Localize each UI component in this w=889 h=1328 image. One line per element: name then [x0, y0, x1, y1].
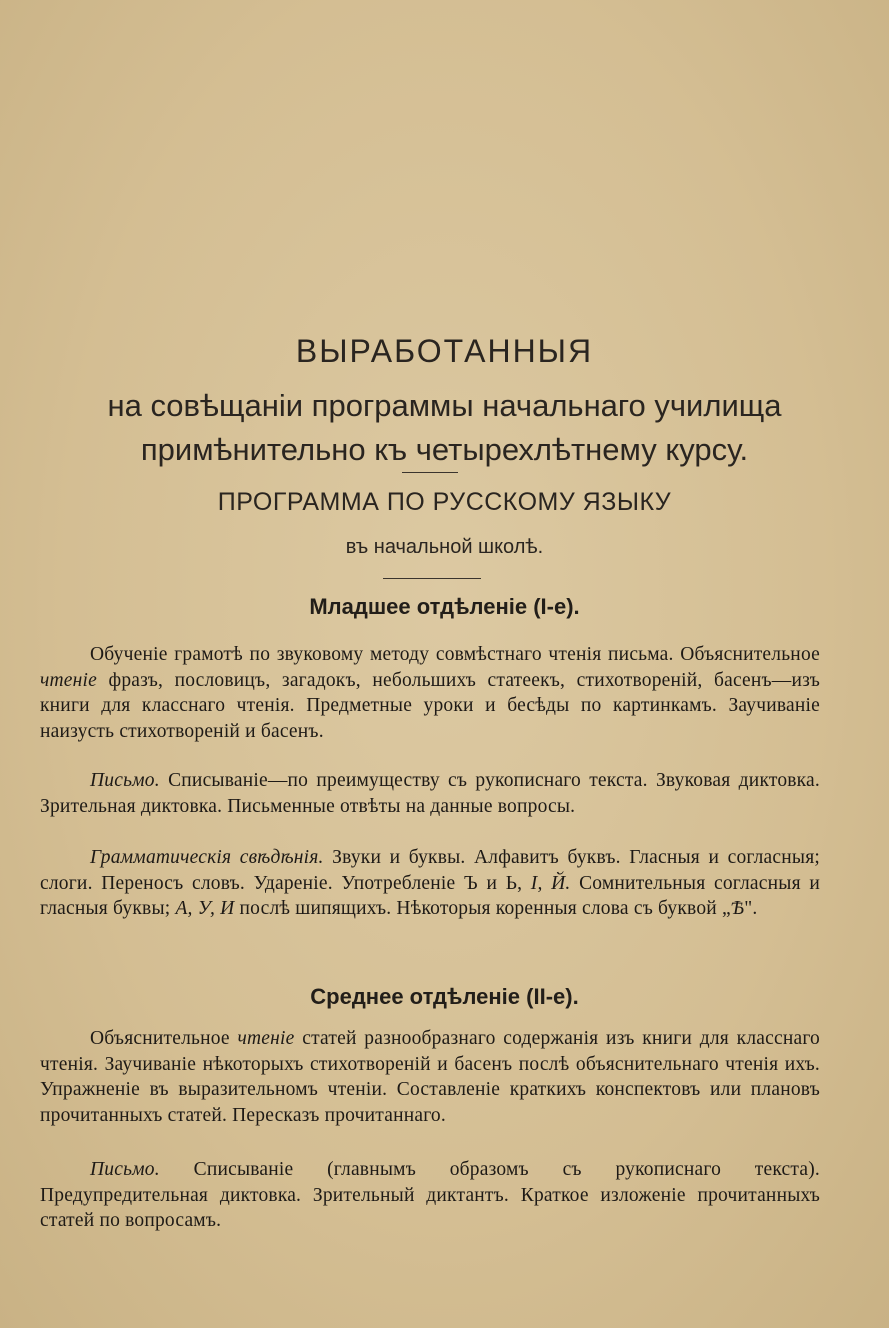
- text-run-italic: Письмо.: [90, 1159, 160, 1180]
- main-subtitle: на совѣщанiи программы начальнаго училища примѣнительно къ четырехлѣтнему курсу.: [107, 388, 782, 467]
- text-run-italic: Ѣ: [730, 898, 745, 920]
- text-run: ".: [744, 898, 758, 920]
- text-run: Объяснительное: [90, 1028, 238, 1049]
- text-run-italic: Грамматическiя свѣдѣнiя.: [90, 847, 324, 868]
- section-junior-paragraph-reading: [40, 642, 820, 744]
- text-run: Обученiе грамотѣ по звуковому методу совмѣстнаго чтенiя письма. Объяснительное: [90, 644, 820, 665]
- text-run: Списыванiе (главнымъ образомъ съ рукописнаго текста). Предупредительная диктовка. Зрительный диктантъ. Краткое изложенiе прочитанныхъ статей по вопросамъ.: [40, 1159, 820, 1232]
- text-run: статей разнообразнаго содержанiя изъ книги для класснаго чтенiя. Заучиванiе нѣкоторыхъ стихотворенiй и басенъ послѣ объяснительнаго чтенiя ихъ. Упражненiе въ выразительномъ чтенiи. Составленiе краткихъ конспектовъ или плановъ прочитанныхъ статей. Пересказъ прочитаннаго.: [40, 1028, 821, 1126]
- text-run-italic: чтенiе: [237, 1028, 295, 1049]
- section-junior-paragraph-writing: [40, 768, 820, 819]
- text-run: фразъ, пословицъ, загадокъ, небольшихъ статеекъ, стихотворенiй, басенъ—изъ книги для класснаго чтенiя. Предметные уроки и бесѣды по картинкамъ. Заучиванiе наизусть стихотворенiй и басенъ.: [40, 669, 820, 742]
- program-subtitle: въ начальной школѣ.: [345, 536, 544, 558]
- text-run: Сомнительныя согласныя и гласныя буквы;: [40, 872, 820, 920]
- section-junior-paragraph-grammar: [40, 845, 820, 922]
- section-middle-title: Среднее отдѣленiе (II-е).: [310, 984, 579, 1009]
- section-middle-paragraph-reading: [40, 1026, 820, 1128]
- text-run-italic: Письмо.: [90, 770, 160, 791]
- text-run-italic: чтенiе: [40, 669, 97, 691]
- text-run: Звуки и буквы. Алфавитъ буквъ. Гласныя и согласныя; слоги. Переносъ словъ. Ударенiе. Употребленiе Ъ и Ь,: [40, 847, 820, 894]
- text-run: послѣ шипящихъ. Нѣкоторыя коренныя слова съ буквой „: [234, 898, 731, 920]
- program-title: ПРОГРАММА ПО РУССКОМУ ЯЗЫКУ: [217, 488, 672, 516]
- text-run: Списыванiе—по преимуществу съ рукописнаго текста. Звуковая диктовка. Зрительная диктовка. Письменные отвѣты на данные вопросы.: [40, 770, 820, 817]
- main-title: ВЫРАБОТАННЫЯ: [295, 333, 594, 369]
- section-junior-title: Младшее отдѣленiе (I-е).: [309, 594, 580, 619]
- section-middle-paragraph-writing: [40, 1157, 820, 1234]
- divider-1: [402, 472, 458, 473]
- divider-2: [383, 578, 481, 579]
- text-run-italic: I, Й.: [530, 872, 571, 894]
- text-run-italic: А, У, И: [175, 898, 235, 920]
